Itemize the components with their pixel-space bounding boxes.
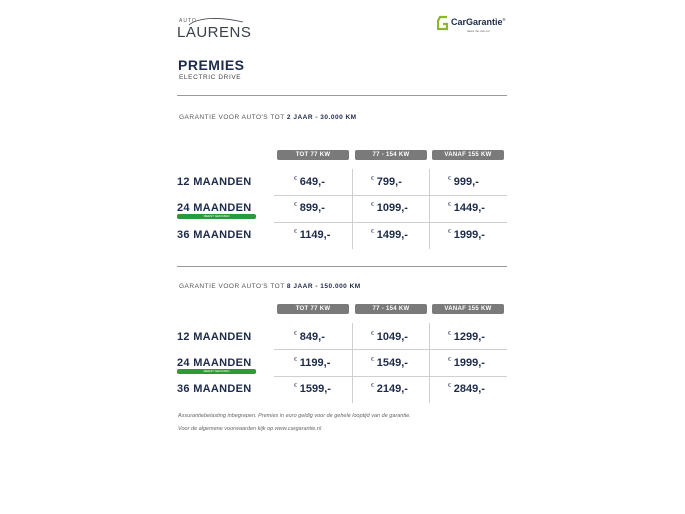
price-cell: € 999,- bbox=[448, 176, 479, 188]
divider bbox=[177, 95, 507, 96]
price-cell: € 1549,- bbox=[371, 357, 408, 369]
row-label: 36 MAANDEN bbox=[177, 229, 252, 241]
most-chosen-badge: MEEST GEKOZEN bbox=[177, 369, 256, 374]
row-label: 36 MAANDEN bbox=[177, 383, 252, 395]
row-label: 12 MAANDEN bbox=[177, 331, 252, 343]
price-cell: € 1199,- bbox=[294, 357, 331, 369]
column-header: 77 - 154 KW bbox=[355, 304, 427, 314]
price-cell: € 899,- bbox=[294, 202, 325, 214]
most-chosen-badge: MEEST GEKOZEN bbox=[177, 214, 256, 219]
cargarantie-name: CarGarantie® bbox=[451, 17, 506, 27]
logo-laurens-text: LAURENS bbox=[177, 24, 252, 41]
section-label: GARANTIE VOOR AUTO'S TOT 2 JAAR - 30.000 KM bbox=[179, 114, 357, 121]
divider bbox=[177, 266, 507, 267]
price-cell: € 849,- bbox=[294, 331, 325, 343]
price-cell: € 1449,- bbox=[448, 202, 485, 214]
cargarantie-logo bbox=[437, 15, 515, 37]
price-cell: € 1149,- bbox=[294, 229, 331, 241]
column-header: TOT 77 KW bbox=[277, 304, 349, 314]
cargarantie-tagline: takes the risk out bbox=[467, 29, 490, 33]
footnote: Voor de algemene voorwaarden kijk op www.cargarantie.nl bbox=[178, 426, 322, 432]
grid-line bbox=[274, 376, 507, 377]
section-label: GARANTIE VOOR AUTO'S TOT 8 JAAR - 150.000 KM bbox=[179, 283, 361, 290]
column-header: VANAF 155 KW bbox=[432, 150, 504, 160]
price-cell: € 799,- bbox=[371, 176, 402, 188]
grid-line bbox=[352, 323, 353, 403]
price-cell: € 1049,- bbox=[371, 331, 408, 343]
price-cell: € 649,- bbox=[294, 176, 325, 188]
auto-laurens-logo bbox=[177, 16, 252, 42]
grid-line bbox=[352, 169, 353, 249]
logo-auto-text: AUTO bbox=[179, 18, 197, 24]
price-cell: € 1499,- bbox=[371, 229, 408, 241]
grid-line bbox=[274, 349, 507, 350]
price-cell: € 1999,- bbox=[448, 229, 485, 241]
cargarantie-mark-icon bbox=[437, 15, 449, 31]
page-subtitle: ELECTRIC DRIVE bbox=[179, 74, 242, 81]
row-label: 24 MAANDEN bbox=[177, 357, 252, 369]
price-cell: € 2849,- bbox=[448, 383, 485, 395]
column-header: 77 - 154 KW bbox=[355, 150, 427, 160]
price-cell: € 1299,- bbox=[448, 331, 485, 343]
price-cell: € 1999,- bbox=[448, 357, 485, 369]
column-header: VANAF 155 KW bbox=[432, 304, 504, 314]
grid-line bbox=[274, 195, 507, 196]
row-label: 24 MAANDEN bbox=[177, 202, 252, 214]
page-title: PREMIES bbox=[178, 57, 245, 73]
grid-line bbox=[274, 222, 507, 223]
column-header: TOT 77 KW bbox=[277, 150, 349, 160]
footnote: Assurantiebelasting inbegrepen. Premies in euro geldig voor de gehele looptijd van de garantie. bbox=[178, 413, 411, 419]
price-cell: € 1099,- bbox=[371, 202, 408, 214]
grid-line bbox=[429, 323, 430, 403]
price-cell: € 2149,- bbox=[371, 383, 408, 395]
price-cell: € 1599,- bbox=[294, 383, 331, 395]
grid-line bbox=[429, 169, 430, 249]
row-label: 12 MAANDEN bbox=[177, 176, 252, 188]
